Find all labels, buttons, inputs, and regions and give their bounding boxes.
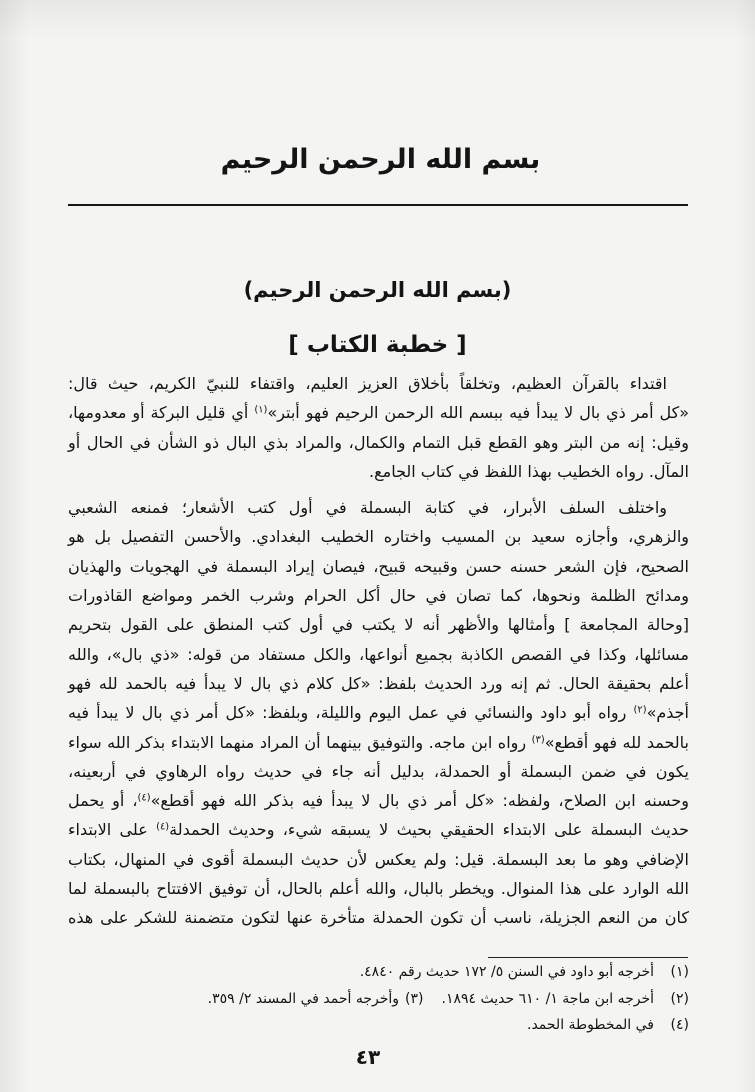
line-text: والزهري، وأجازه سعيد بن المسيب واختاره الخطيب البغدادي. والأحسن التفصيل بل هو (68, 527, 689, 547)
text-line (68, 815, 689, 844)
paragraph (68, 493, 689, 932)
text-line (68, 903, 689, 932)
text-line (68, 845, 689, 874)
line-text: واختلف السلف الأبرار، في كتابة البسملة في أول كتب الأشعار؛ فمنعه الشعبي (68, 498, 667, 518)
text-line (68, 369, 689, 398)
text-line (68, 581, 689, 610)
footnote-number: (١) (670, 964, 689, 980)
section-title: [ خطبة الكتاب ] (288, 332, 467, 358)
footnote-ref: (١) (254, 404, 268, 416)
footnote-ref: (٣) (531, 734, 545, 746)
line-text: المآل. رواه الخطيب بهذا اللفظ في كتاب الجامع. (369, 461, 689, 481)
text-line (68, 610, 689, 639)
footnote-ref: (٢) (633, 704, 647, 716)
line-text: [وحالة المجامعة ] وأمثالها والأظهر أنه لا يكتب في أول كتب المنطق على القول بتحريم (68, 615, 689, 635)
body-text (68, 369, 689, 933)
text-line (68, 428, 689, 457)
running-header-title: بسم الله الرحمن الرحيم (220, 144, 541, 175)
footnote-number: (٢) (670, 990, 689, 1007)
page-number: ٤٣ (355, 1045, 381, 1069)
line-text: الله الوارد على هذا المنوال. ويخطر بالبال، والله أعلم بالحال، أن توفيق الافتتاح بالبسملة لما (68, 879, 689, 899)
line-text: وحسنه ابن الصلاح، ولفظه: «كل أمر ذي بال لا يبدأ فيه بذكر الله فهو أقطع» (150, 791, 689, 811)
text-line (68, 640, 689, 669)
line-text: أعلم بحقيقة الحال. ثم إنه ورد الحديث بلفظ: «كل كلام ذي بال لا يبدأ فيه بالحمد لله فهو (68, 673, 689, 693)
line-text: الإضافي وهو ما بعد البسملة. قيل: ولم يعكس لأن حديث البسملة أقوى في المنهال، بكتاب (68, 849, 689, 869)
text-line (68, 728, 689, 757)
footnote-line (68, 986, 689, 1013)
line-text: الصحيح، فإن الشعر حسنه حسن وقبيحه قبيح، فيصان إيراد البسملة في الهجويات والهذيان (68, 556, 689, 576)
text-line (68, 698, 689, 727)
line-text: كان من النعم الجزيلة، ناسب أن تكون الحمدلة متأخرة عنها لتكون متضمنة للشكر على هذه (68, 908, 689, 928)
footnote-line (68, 959, 689, 986)
text-line (68, 552, 689, 581)
text-line (68, 669, 689, 698)
footnote-text: أخرجه أبو داود في السنن ٥/ ١٧٢ حديث رقم ٤٨٤٠. (359, 964, 654, 980)
footnote-line (68, 1012, 689, 1039)
footnote-ref: (٤) (156, 822, 170, 833)
line-text: أي قليل البركة أو معدومها، (68, 403, 255, 423)
line-text: يكون في ضمن البسملة أو الحمدلة، بدليل أنه جاء في حديث رواه الرهاوي في أربعينه، (68, 761, 689, 781)
text-line (68, 757, 689, 786)
text-line (68, 493, 689, 522)
paragraph (68, 369, 689, 486)
header-rule (68, 204, 688, 206)
footnote-rule (488, 957, 688, 958)
footnote-text: في المخطوطة الحمد. (527, 1017, 654, 1033)
footnote-text: وأخرجه أحمد في المسند ٢/ ٣٥٩. (207, 990, 400, 1007)
text-line (68, 522, 689, 551)
footnote-text: أخرجه ابن ماجة ١/ ٦١٠ حديث ١٨٩٤. (441, 990, 654, 1007)
text-line (68, 874, 689, 903)
line-text: على الابتداء (68, 820, 157, 840)
basmala-heading: (بسم الله الرحمن الرحيم) (243, 278, 512, 302)
line-text: مسائلها، وكذا في القصص الكاذبة بجميع أنواعها، والكل مستفاد من قوله: «ذي بال»، والله (68, 644, 689, 664)
line-text: وقيل: إنه من البتر وهو القطع قبل التمام والكمال، والمراد بذي البال ذو الشأن في الحال أو (68, 432, 689, 452)
line-text: حديث البسملة على الابتداء الحقيقي بحيث لا يسبقه شيء، وحديث الحمدلة (169, 820, 689, 840)
text-line (68, 786, 689, 815)
footnote-ref: (٤) (137, 792, 151, 804)
footnote-number: (٤) (670, 1017, 689, 1033)
text-line (68, 457, 689, 486)
line-text: رواه أبو داود والنسائي في عمل اليوم والليلة، وبلفظ: «كل أمر ذي بال لا يبدأ فيه (68, 703, 634, 723)
line-text: اقتداء بالقرآن العظيم، وتخلقاً بأخلاق العزيز العليم، واقتفاء للنبيّ الكريم، حيث قال: (68, 374, 667, 393)
line-text: رواه ابن ماجه. والتوفيق بينهما أن المراد منهما الابتداء بذكر الله سواء (68, 732, 532, 752)
footnote-number: (٣) (405, 990, 424, 1007)
line-text: أجذم» (646, 703, 689, 723)
footnotes (68, 959, 689, 1039)
line-text: ، أو يحمل (68, 791, 138, 811)
line-text: «كل أمر ذي بال لا يبدأ فيه ببسم الله الرحمن الرحيم فهو أبتر» (267, 403, 690, 423)
line-text: ومدائح الظلمة ونحوها، كما تصان في حال أكل الحرام وشرب الخمر ومواضع القاذورات (68, 586, 689, 606)
line-text: بالحمد لله فهو أقطع» (544, 732, 690, 752)
text-line (68, 398, 689, 427)
